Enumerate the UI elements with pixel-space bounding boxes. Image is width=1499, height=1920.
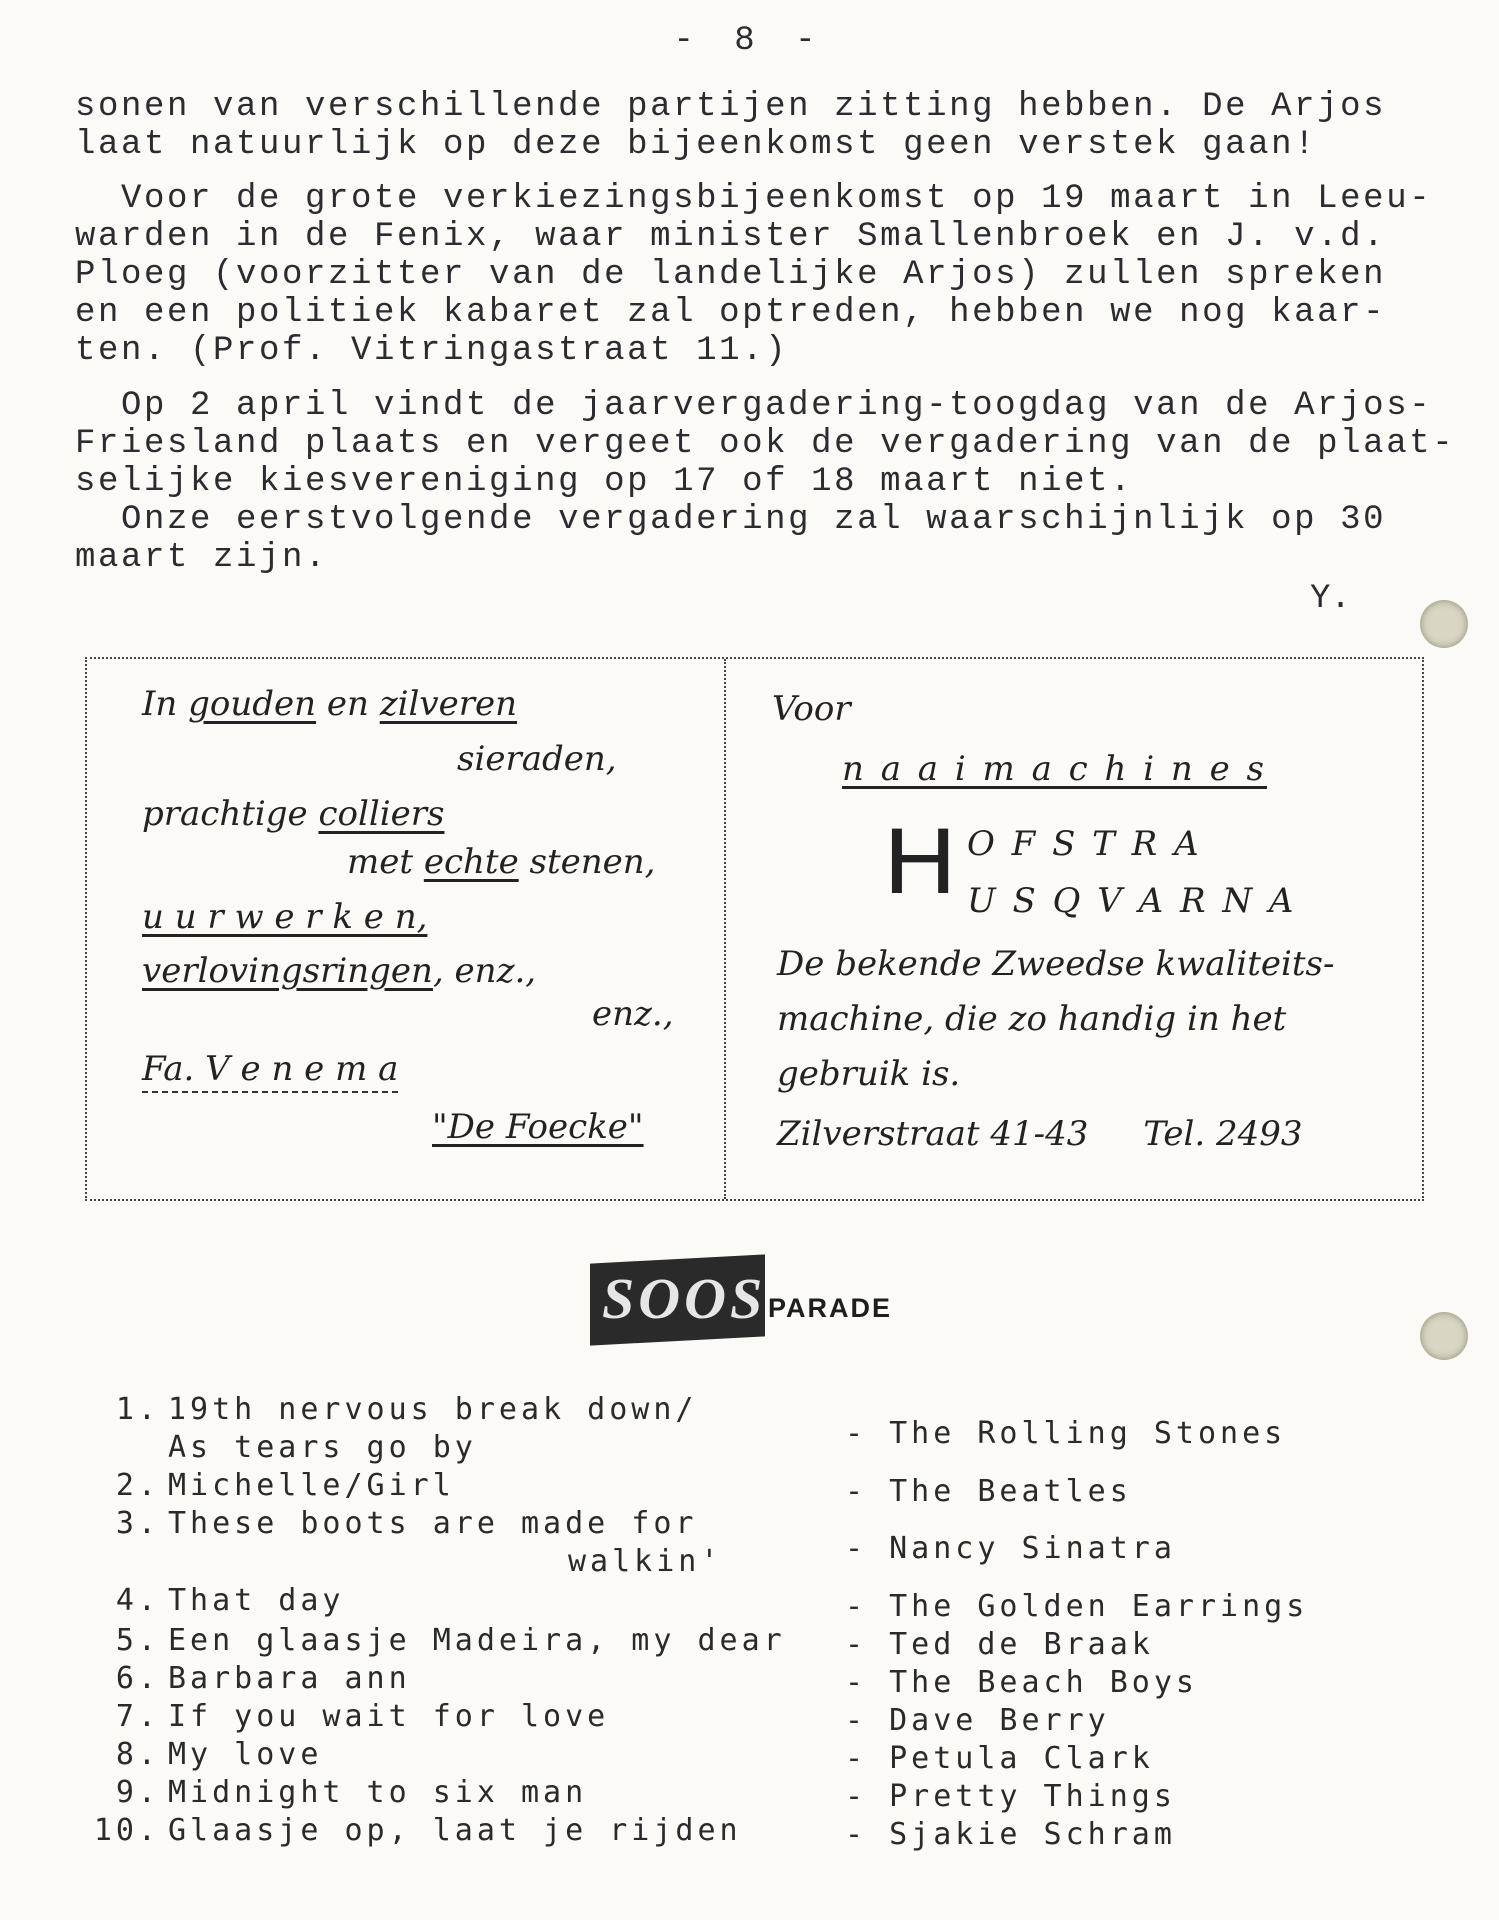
ad-line (142, 794, 444, 834)
chart-rank: 1. (115, 1392, 160, 1427)
signature: Y. (1310, 580, 1351, 618)
ad-line (142, 1049, 398, 1089)
chart-song-continued: walkin' (568, 1544, 723, 1579)
ad-text: stenen, (518, 842, 656, 882)
ad-line: De bekende Zweedse kwaliteits- (777, 944, 1335, 984)
ad-divider (724, 659, 726, 1199)
chart-rank: 9. (115, 1775, 160, 1810)
text-line: ten. (Prof. Vitringastraat 11.) (75, 332, 789, 370)
ad-text: , enz., (432, 951, 537, 991)
ad-line (142, 951, 536, 991)
logo-parade: PARADE (768, 1293, 893, 1323)
hofstra-monogram: H (882, 811, 959, 914)
binder-hole (1420, 600, 1468, 648)
chart-song: Midnight to six man (168, 1775, 588, 1810)
chart-artist: - Dave Berry (845, 1703, 1110, 1738)
chart-song: My love (168, 1737, 323, 1772)
text-line: maart zijn. (75, 539, 329, 577)
chart-song: These boots are made for (168, 1506, 698, 1541)
chart-rank: 5. (115, 1623, 160, 1658)
ad-text: zilveren (379, 684, 517, 724)
text-line: warden in de Fenix, waar minister Smallenbroek en J. v.d. (75, 218, 1387, 256)
page-number: - 8 - (673, 22, 826, 60)
binder-hole (1420, 1312, 1468, 1360)
text-line: Onze eerstvolgende vergadering zal waarschijnlijk op 30 (75, 501, 1387, 539)
chart-song: Barbara ann (168, 1661, 411, 1696)
chart-artist: - The Beach Boys (845, 1665, 1198, 1700)
paragraph-2 (75, 180, 1433, 370)
paragraph-3 (75, 387, 1456, 577)
paragraph-1 (75, 88, 1425, 164)
chart-song-continued: As tears go by (168, 1430, 477, 1465)
ad-line: U S Q V A R N A (967, 881, 1297, 921)
chart-rank: 4. (115, 1583, 160, 1618)
ad-line (142, 684, 517, 724)
soos-parade-logo (590, 1255, 910, 1345)
chart-artist: - The Golden Earrings (845, 1589, 1309, 1624)
ad-text: gouden (188, 684, 317, 724)
ad-line: u u r w e r k e n, (142, 897, 428, 937)
chart-artist: - Nancy Sinatra (845, 1531, 1176, 1566)
ad-line: O F S T R A (967, 824, 1202, 864)
chart-song: Glaasje op, laat je rijden (168, 1813, 742, 1848)
advertisement-box (85, 657, 1424, 1201)
chart-song: If you wait for love (168, 1699, 610, 1734)
text-line: selijke kiesvereniging op 17 of 18 maart niet. (75, 463, 1134, 501)
chart-song: That day (168, 1583, 345, 1618)
chart-artist: - Petula Clark (845, 1741, 1154, 1776)
chart-song: 19th nervous break down/ (168, 1392, 698, 1427)
chart-artist: - Ted de Braak (845, 1627, 1154, 1662)
ad-text: met (347, 842, 424, 882)
text-line: Voor de grote verkiezingsbijeenkomst op 19 maart in Leeu- (75, 180, 1433, 218)
ad-text: colliers (318, 794, 445, 834)
chart-song: Een glaasje Madeira, my dear (168, 1623, 786, 1658)
ad-line: n a a i m a c h i n e s (842, 749, 1267, 789)
chart-rank: 2. (115, 1468, 160, 1503)
ad-text: en (316, 684, 380, 724)
ad-line: Voor (772, 689, 851, 729)
ad-text: echte (423, 842, 519, 882)
ad-line: gebruik is. (777, 1054, 961, 1094)
text-line: en een politiek kabaret zal optreden, hebben we nog kaar- (75, 294, 1387, 332)
chart-artist: - Pretty Things (845, 1779, 1176, 1814)
text-line: laat natuurlijk op deze bijeenkomst geen verstek gaan! (75, 126, 1318, 164)
ad-text: verlovingsringen (142, 951, 433, 991)
chart-rank: 8. (115, 1737, 160, 1772)
logo-soos: SOOS (602, 1266, 767, 1331)
ad-line: enz., (592, 994, 674, 1034)
ad-text: In (142, 684, 189, 724)
chart-artist: - Sjakie Schram (845, 1817, 1176, 1852)
chart-artist: - The Rolling Stones (845, 1416, 1287, 1451)
ad-line (777, 1114, 1303, 1154)
chart-rank: 10. (93, 1813, 160, 1848)
ad-line: sieraden, (457, 739, 617, 779)
chart-rank: 7. (115, 1699, 160, 1734)
ad-line: machine, die zo handig in het (777, 999, 1287, 1039)
text-line: Ploeg (voorzitter van de landelijke Arjos) zullen spreken (75, 256, 1387, 294)
ad-text: prachtige (142, 794, 319, 834)
ad-line: "De Foecke" (432, 1107, 644, 1147)
chart-rank: 6. (115, 1661, 160, 1696)
ad-text: Fa. V e n e m a (142, 1049, 398, 1093)
chart-artist: - The Beatles (845, 1474, 1132, 1509)
text-line: Friesland plaats en vergeet ook de vergadering van de plaat- (75, 425, 1456, 463)
chart-song: Michelle/Girl (168, 1468, 455, 1503)
ad-text: Tel. 2493 (1143, 1114, 1303, 1154)
text-line: sonen van verschillende partijen zitting hebben. De Arjos (75, 88, 1387, 126)
ad-text: Zilverstraat 41-43 (777, 1114, 1089, 1154)
chart-rank: 3. (115, 1506, 160, 1541)
ad-line (347, 842, 655, 882)
text-line: Op 2 april vindt de jaarvergadering-toogdag van de Arjos- (75, 387, 1433, 425)
